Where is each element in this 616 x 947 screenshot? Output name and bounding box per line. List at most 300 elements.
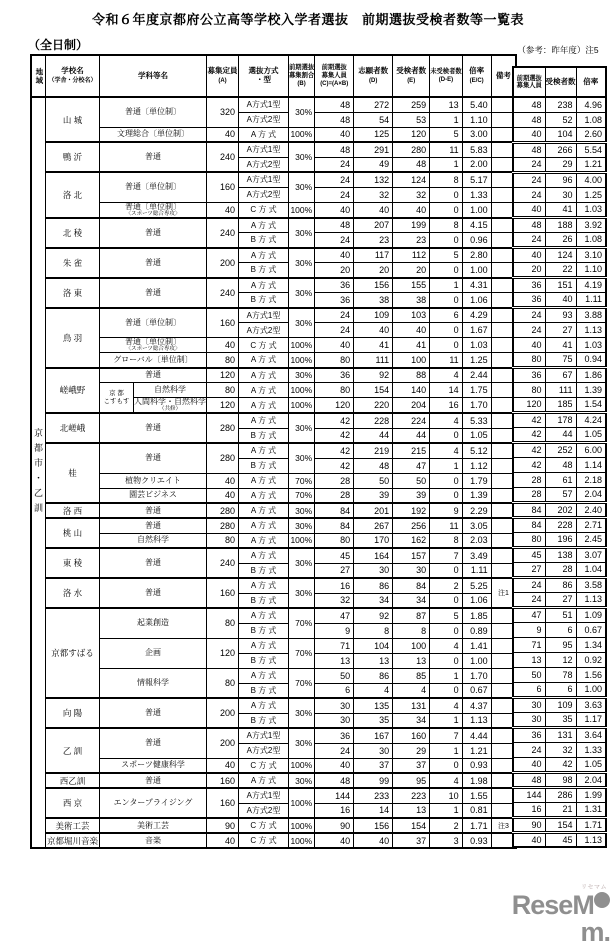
capacity-cell: 120 — [207, 368, 239, 383]
rate-cell: 1.98 — [462, 773, 491, 788]
rate-cell: 1.85 — [462, 608, 491, 623]
prev-rate-cell: 2.40 — [576, 502, 606, 517]
rate-cell: 1.79 — [462, 473, 491, 488]
prev-examinees-cell: 29 — [545, 157, 576, 172]
absent-cell: 1 — [430, 803, 462, 818]
school-name-cell: 山 城 — [46, 97, 100, 142]
prev-table-row — [513, 502, 606, 517]
applicants-cell: 14 — [354, 803, 393, 818]
prev-examinees-cell: 57 — [545, 487, 576, 502]
absent-cell: 0 — [430, 428, 462, 443]
examinees-cell: 13 — [393, 803, 430, 818]
quota-cell: 27 — [315, 563, 354, 578]
rate-cell: 4.29 — [462, 308, 491, 323]
quota-cell: 40 — [315, 338, 354, 353]
prev-rate-cell: 1.03 — [576, 202, 606, 217]
quota-cell: 36 — [315, 293, 354, 308]
prev-examinees-cell: 96 — [545, 172, 576, 187]
applicants-cell: 156 — [354, 818, 393, 833]
prev-quota-cell: 24 — [513, 592, 545, 607]
prev-table-row — [513, 667, 606, 682]
absent-cell: 1 — [430, 743, 462, 758]
school-name-cell: 北嵯峨 — [46, 413, 100, 443]
prev-rate-cell: 0.67 — [576, 622, 606, 637]
examinees-cell: 131 — [393, 698, 430, 713]
examinees-cell: 215 — [393, 443, 430, 458]
prev-examinees-cell: 26 — [545, 232, 576, 247]
resemom-logo-o — [594, 892, 610, 908]
school-name-cell: 洛 西 — [46, 503, 100, 518]
rate-cell: 2.44 — [462, 368, 491, 383]
method-cell: A 方 式 — [239, 668, 289, 683]
quota-cell: 13 — [315, 653, 354, 668]
prev-quota-cell: 80 — [513, 382, 545, 397]
department-cell: 普通 — [100, 278, 207, 308]
prev-table-row — [513, 352, 606, 367]
applicants-cell: 44 — [354, 428, 393, 443]
prev-rate-cell: 1.05 — [576, 757, 606, 772]
prev-rate-cell: 1.33 — [576, 742, 606, 757]
department-cell: 普通〔単位制〕 — [100, 308, 207, 338]
prev-table-row — [513, 532, 606, 547]
prev-rate-cell: 1.08 — [576, 232, 606, 247]
method-cell: A 方 式 — [239, 548, 289, 563]
ratio-cell: 100% — [289, 788, 315, 818]
applicants-cell: 34 — [354, 593, 393, 608]
prev-table-row — [513, 247, 606, 262]
table-row — [31, 548, 516, 563]
capacity-cell: 90 — [207, 818, 239, 833]
table-row — [31, 638, 516, 653]
rate-cell: 0.93 — [462, 758, 491, 773]
department-cell: 普通 — [100, 142, 207, 172]
examinees-cell: 53 — [393, 112, 430, 127]
prev-rate-cell: 1.11 — [576, 292, 606, 307]
prev-quota-cell: 40 — [513, 202, 545, 217]
prev-table-row — [513, 262, 606, 277]
prev-examinees-cell: 40 — [545, 292, 576, 307]
absent-cell: 5 — [430, 248, 462, 263]
examinees-cell: 192 — [393, 503, 430, 518]
ratio-cell: 30% — [289, 773, 315, 788]
prev-rate-cell: 1.56 — [576, 667, 606, 682]
method-cell: A方式1型 — [239, 97, 289, 112]
examinees-cell: 88 — [393, 368, 430, 383]
rate-cell: 1.75 — [462, 383, 491, 398]
examinees-cell: 34 — [393, 593, 430, 608]
prev-examinees-cell: 238 — [545, 97, 576, 112]
school-name-cell: 美術工芸 — [46, 818, 100, 833]
method-cell: C 方 式 — [239, 338, 289, 353]
prev-examinees-cell: 86 — [545, 577, 576, 592]
department-cell: 起業創造 — [100, 608, 207, 638]
school-name-cell: 向 陽 — [46, 698, 100, 728]
rate-cell: 1.06 — [462, 293, 491, 308]
capacity-cell: 120 — [207, 638, 239, 668]
prev-table-row — [513, 142, 606, 157]
prev-rate-cell: 2.04 — [576, 487, 606, 502]
prev-table-row — [513, 682, 606, 697]
col-header-examinees: 受検者数 (E) — [393, 55, 430, 97]
prev-rate-cell: 4.24 — [576, 412, 606, 427]
applicants-cell: 54 — [354, 112, 393, 127]
prev-examinees-cell: 93 — [545, 307, 576, 322]
quota-cell: 16 — [315, 803, 354, 818]
capacity-cell: 40 — [207, 758, 239, 773]
quota-cell: 6 — [315, 683, 354, 698]
applicants-cell: 164 — [354, 548, 393, 563]
prev-quota-cell: 24 — [513, 742, 545, 757]
examinees-cell: 103 — [393, 308, 430, 323]
method-cell: A方式2型 — [239, 323, 289, 338]
prev-rate-cell: 6.00 — [576, 442, 606, 457]
table-row — [31, 788, 516, 803]
examinees-cell: 4 — [393, 683, 430, 698]
quota-cell: 42 — [315, 458, 354, 473]
examinees-cell: 100 — [393, 638, 430, 653]
table-row — [31, 218, 516, 233]
absent-cell: 10 — [430, 788, 462, 803]
quota-cell: 20 — [315, 263, 354, 278]
applicants-cell: 35 — [354, 713, 393, 728]
rate-cell: 5.17 — [462, 172, 491, 187]
ratio-cell: 30% — [289, 368, 315, 383]
prev-rate-cell: 1.25 — [576, 187, 606, 202]
absent-cell: 13 — [430, 97, 462, 112]
rate-cell: 1.67 — [462, 323, 491, 338]
prev-examinees-cell: 228 — [545, 517, 576, 532]
absent-cell: 8 — [430, 218, 462, 233]
school-name-cell: 西 京 — [46, 788, 100, 818]
rate-cell: 1.11 — [462, 563, 491, 578]
prev-quota-cell: 16 — [513, 802, 545, 817]
prev-rate-cell: 1.21 — [576, 157, 606, 172]
prev-quota-cell: 48 — [513, 97, 545, 112]
capacity-cell: 320 — [207, 97, 239, 127]
department-cell: 普通〔単位制〕 〈スポーツ総合専攻〉 — [100, 202, 207, 218]
table-row — [31, 127, 516, 142]
method-cell: A方式2型 — [239, 187, 289, 202]
applicants-cell: 170 — [354, 533, 393, 548]
prev-rate-cell: 5.54 — [576, 142, 606, 157]
note-cell: 注1 — [491, 578, 516, 608]
prev-rate-cell: 3.07 — [576, 547, 606, 562]
department-cell: 普通 — [100, 368, 207, 383]
prev-examinees-cell: 98 — [545, 772, 576, 787]
capacity-cell: 280 — [207, 443, 239, 473]
prev-quota-cell: 42 — [513, 412, 545, 427]
prev-rate-cell: 1.17 — [576, 712, 606, 727]
absent-cell: 0 — [430, 758, 462, 773]
applicants-cell: 30 — [354, 563, 393, 578]
prev-rate-cell: 3.92 — [576, 217, 606, 232]
examinees-cell: 157 — [393, 548, 430, 563]
quota-cell: 144 — [315, 788, 354, 803]
absent-cell: 8 — [430, 533, 462, 548]
prev-examinees-cell: 185 — [545, 397, 576, 412]
rate-cell: 1.00 — [462, 653, 491, 668]
table-row — [31, 518, 516, 533]
prev-table-row — [513, 187, 606, 202]
prev-quota-cell: 36 — [513, 292, 545, 307]
quota-cell: 47 — [315, 608, 354, 623]
school-name-cell: 嵯峨野 — [46, 368, 100, 414]
prev-rate-cell: 1.86 — [576, 367, 606, 382]
examinees-cell: 124 — [393, 172, 430, 187]
absent-cell: 0 — [430, 233, 462, 248]
absent-cell: 11 — [430, 518, 462, 533]
prev-table-row — [513, 202, 606, 217]
absent-cell: 9 — [430, 503, 462, 518]
capacity-cell: 80 — [207, 608, 239, 638]
col-header-school: 学校名 （学舎・分校名） — [46, 55, 100, 97]
prev-examinees-cell: 32 — [545, 742, 576, 757]
prev-examinees-cell: 30 — [545, 187, 576, 202]
absent-cell: 11 — [430, 353, 462, 368]
absent-cell: 0 — [430, 563, 462, 578]
ratio-cell: 100% — [289, 833, 315, 848]
prev-examinees-cell: 44 — [545, 427, 576, 442]
quota-cell: 80 — [315, 353, 354, 368]
quota-cell: 48 — [315, 142, 354, 157]
capacity-cell: 240 — [207, 548, 239, 578]
absent-cell: 5 — [430, 608, 462, 623]
table-row — [31, 578, 516, 593]
table-row — [31, 248, 516, 263]
absent-cell: 4 — [430, 443, 462, 458]
examinees-cell: 8 — [393, 623, 430, 638]
prev-table-row — [513, 127, 606, 142]
prev-table-row — [513, 652, 606, 667]
quota-cell: 40 — [315, 248, 354, 263]
school-name-cell: 洛 北 — [46, 172, 100, 218]
examinees-cell: 95 — [393, 773, 430, 788]
school-name-cell: 乙 訓 — [46, 728, 100, 773]
prev-header-row — [513, 67, 606, 97]
applicants-cell: 135 — [354, 698, 393, 713]
prev-quota-cell: 28 — [513, 487, 545, 502]
prev-examinees-cell: 45 — [545, 832, 576, 847]
prev-table-row — [513, 307, 606, 322]
table-row — [31, 278, 516, 293]
rate-cell: 5.25 — [462, 578, 491, 593]
examinees-cell: 30 — [393, 563, 430, 578]
prev-quota-cell: 20 — [513, 262, 545, 277]
rate-cell: 1.33 — [462, 187, 491, 202]
rate-cell: 1.55 — [462, 788, 491, 803]
prev-table-row — [513, 472, 606, 487]
prev-examinees-cell: 178 — [545, 412, 576, 427]
prev-quota-cell: 24 — [513, 307, 545, 322]
method-cell: B 方 式 — [239, 653, 289, 668]
quota-cell: 24 — [315, 187, 354, 202]
quota-cell: 30 — [315, 713, 354, 728]
prev-rate-cell: 1.00 — [576, 682, 606, 697]
prev-table-row — [513, 232, 606, 247]
ratio-cell: 30% — [289, 698, 315, 728]
prev-quota-cell: 6 — [513, 682, 545, 697]
capacity-cell: 40 — [207, 473, 239, 488]
prev-table-row — [513, 832, 606, 847]
prev-quota-cell: 36 — [513, 727, 545, 742]
prev-quota-cell: 30 — [513, 712, 545, 727]
rate-cell: 1.00 — [462, 202, 491, 218]
absent-cell: 1 — [430, 157, 462, 172]
quota-cell: 40 — [315, 127, 354, 142]
quota-cell: 28 — [315, 473, 354, 488]
capacity-cell: 280 — [207, 503, 239, 518]
applicants-cell: 23 — [354, 233, 393, 248]
method-cell: A 方 式 — [239, 127, 289, 142]
rate-cell: 0.93 — [462, 833, 491, 848]
department-cell: 普通 — [100, 773, 207, 788]
table-row — [31, 503, 516, 518]
prev-quota-cell: 84 — [513, 517, 545, 532]
ratio-cell: 30% — [289, 443, 315, 473]
prev-table-row — [513, 517, 606, 532]
absent-cell: 0 — [430, 593, 462, 608]
prev-quota-cell: 30 — [513, 697, 545, 712]
capacity-cell: 80 — [207, 353, 239, 368]
prev-table-row — [513, 442, 606, 457]
rate-cell: 3.05 — [462, 518, 491, 533]
absent-cell: 7 — [430, 548, 462, 563]
prev-quota-cell: 24 — [513, 232, 545, 247]
absent-cell: 2 — [430, 818, 462, 833]
prev-examinees-cell: 104 — [545, 127, 576, 142]
examinees-cell: 112 — [393, 248, 430, 263]
applicants-cell: 40 — [354, 323, 393, 338]
prev-examinees-cell: 131 — [545, 727, 576, 742]
capacity-cell: 200 — [207, 728, 239, 758]
prev-table-row — [513, 772, 606, 787]
rate-cell: 1.71 — [462, 818, 491, 833]
ratio-cell: 100% — [289, 353, 315, 368]
prev-examinees-cell: 52 — [545, 112, 576, 127]
capacity-cell: 160 — [207, 788, 239, 818]
absent-cell: 4 — [430, 638, 462, 653]
capacity-cell: 160 — [207, 578, 239, 608]
prev-rate-cell: 1.13 — [576, 592, 606, 607]
prev-quota-cell: 50 — [513, 667, 545, 682]
school-name-cell: 東 稜 — [46, 548, 100, 578]
applicants-cell: 4 — [354, 683, 393, 698]
prev-quota-cell: 40 — [513, 337, 545, 352]
method-cell: A 方 式 — [239, 698, 289, 713]
prev-examinees-cell: 27 — [545, 592, 576, 607]
col-header-method: 選抜方式 ・型 — [239, 55, 289, 97]
method-cell: A方式2型 — [239, 803, 289, 818]
rate-cell: 2.29 — [462, 503, 491, 518]
absent-cell: 8 — [430, 172, 462, 187]
prev-table-row — [513, 172, 606, 187]
prev-examinees-cell: 95 — [545, 637, 576, 652]
prev-quota-cell: 48 — [513, 217, 545, 232]
capacity-cell: 160 — [207, 773, 239, 788]
capacity-cell: 160 — [207, 172, 239, 202]
school-name-cell: 北 稜 — [46, 218, 100, 248]
absent-cell: 7 — [430, 728, 462, 743]
method-cell: A方式2型 — [239, 157, 289, 172]
capacity-cell: 80 — [207, 383, 239, 398]
prev-quota-cell: 48 — [513, 142, 545, 157]
applicants-cell: 86 — [354, 578, 393, 593]
table-row — [31, 833, 516, 848]
capacity-cell: 200 — [207, 248, 239, 278]
prev-quota-cell: 144 — [513, 787, 545, 802]
capacity-cell: 280 — [207, 518, 239, 533]
department-cell: 普通〔単位制〕 — [100, 172, 207, 202]
examinees-cell: 199 — [393, 218, 430, 233]
quota-cell: 9 — [315, 623, 354, 638]
prev-table-row — [513, 397, 606, 412]
table-row — [31, 773, 516, 788]
rate-cell: 1.70 — [462, 398, 491, 414]
rate-cell: 1.39 — [462, 488, 491, 503]
prev-table-row — [513, 322, 606, 337]
quota-cell: 48 — [315, 773, 354, 788]
applicants-cell: 207 — [354, 218, 393, 233]
rate-cell: 1.41 — [462, 638, 491, 653]
absent-cell: 11 — [430, 142, 462, 157]
col-header-prev-rate: 倍率 — [576, 67, 606, 97]
quota-cell: 120 — [315, 398, 354, 414]
col-header-ratio: 前期選抜 募集割合 (B) — [289, 55, 315, 97]
method-cell: A 方 式 — [239, 353, 289, 368]
rate-cell: 1.10 — [462, 112, 491, 127]
examinees-cell: 87 — [393, 608, 430, 623]
method-cell: A 方 式 — [239, 578, 289, 593]
prev-examinees-cell: 22 — [545, 262, 576, 277]
examinees-cell: 40 — [393, 202, 430, 218]
department-cell: 植物クリエイト — [100, 473, 207, 488]
quota-cell: 40 — [315, 833, 354, 848]
examinees-cell: 38 — [393, 293, 430, 308]
department-cell: 音楽 — [100, 833, 207, 848]
school-name-cell: 洛 東 — [46, 278, 100, 308]
prev-table-row — [513, 622, 606, 637]
quota-cell: 40 — [315, 202, 354, 218]
prev-quota-cell: 84 — [513, 502, 545, 517]
prev-examinees-cell: 151 — [545, 277, 576, 292]
department-cell: 園芸ビジネス — [100, 488, 207, 503]
ratio-cell: 100% — [289, 818, 315, 833]
prev-rate-cell: 1.13 — [576, 322, 606, 337]
quota-cell: 42 — [315, 428, 354, 443]
applicants-cell: 40 — [354, 833, 393, 848]
applicants-cell: 41 — [354, 338, 393, 353]
prev-rate-cell: 2.18 — [576, 472, 606, 487]
department-cell: 自然科学 — [100, 533, 207, 548]
absent-cell: 5 — [430, 127, 462, 142]
section-label: （全日制） — [28, 38, 89, 52]
page-title: 令和６年度京都府公立高等学校入学者選抜 前期選抜受検者数等一覧表 — [91, 12, 524, 27]
prev-rate-cell: 2.71 — [576, 517, 606, 532]
ratio-cell: 30% — [289, 218, 315, 248]
prev-table-row — [513, 337, 606, 352]
ratio-cell: 100% — [289, 398, 315, 414]
applicants-cell: 32 — [354, 187, 393, 202]
table-row — [31, 488, 516, 503]
ratio-cell: 70% — [289, 608, 315, 638]
school-name-cell: 西乙訓 — [46, 773, 100, 788]
prev-examinees-cell: 286 — [545, 787, 576, 802]
applicants-cell: 267 — [354, 518, 393, 533]
examinees-cell: 256 — [393, 518, 430, 533]
examinees-cell: 37 — [393, 758, 430, 773]
rate-cell: 1.12 — [462, 458, 491, 473]
quota-cell: 32 — [315, 593, 354, 608]
